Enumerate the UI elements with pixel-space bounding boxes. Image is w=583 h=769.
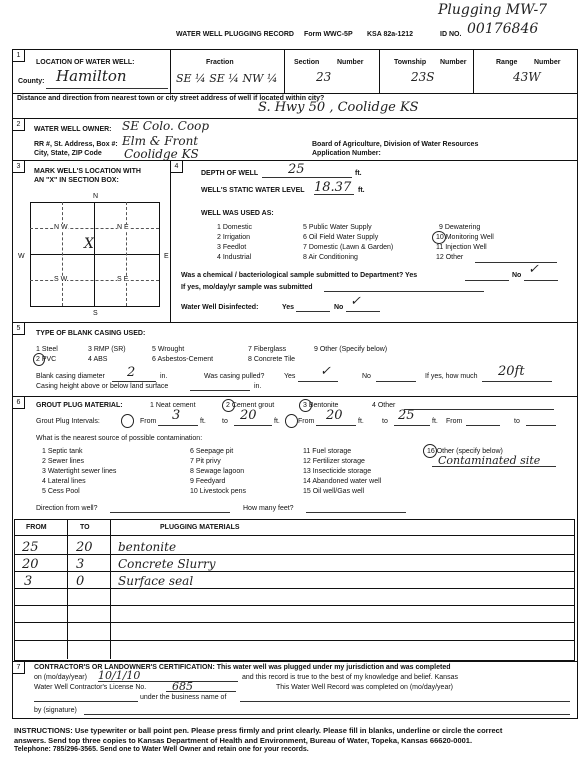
interval-1-to-ft: ft. [274,418,280,425]
section-1-number: 1 [13,50,25,62]
direction-label: Direction from well? [36,505,98,512]
grout-3-circle [299,399,312,412]
interval-2-to-label: to [382,418,388,425]
well-location-mark: X [84,236,94,252]
table-header-to: TO [80,524,90,531]
table-row-2-to[interactable]: 3 [76,557,85,572]
table-row-1-to[interactable]: 20 [76,540,93,555]
table-row-2-material[interactable]: Concrete Slurry [118,557,216,571]
casing-diameter-label: Blank casing diameter [36,373,105,380]
interval-1-circle [121,414,134,428]
casing-6[interactable]: 6 Asbestos-Cement [152,356,214,363]
certification-date-label: on (mo/day/year) [34,674,87,681]
use-10[interactable]: 10 Monitoring Well [436,234,494,241]
certification-date-value[interactable]: 10/1/10 [98,669,141,682]
section-6-number: 6 [13,397,25,409]
use-2[interactable]: 2 Irrigation [217,234,251,241]
use-12[interactable]: 12 Other [436,254,464,261]
quadrant-ne: N E [117,224,129,231]
township-label: Township [394,59,427,66]
contam-11[interactable]: 11 Fuel storage [303,448,352,455]
use-3[interactable]: 3 Feedlot [217,244,247,251]
handwritten-plugging-note: Plugging MW-7 [438,2,548,18]
section-5-number: 5 [13,323,25,335]
contam-8[interactable]: 8 Sewage lagoon [190,468,245,475]
interval-1-to-label: to [222,418,228,425]
use-4[interactable]: 4 Industrial [217,254,252,261]
contam-other-value[interactable]: Contaminated site [438,454,541,467]
casing-3[interactable]: 3 RMP (SR) [88,346,126,353]
static-level-ft: ft. [358,187,365,194]
certification-line-1: CONTRACTOR'S OR LANDOWNER'S CERTIFICATION: This water well was plugged under my jurisdiction and was completed [34,664,451,671]
chem-sample-label: Was a chemical / bacteriological sample submitted to Department? Yes [181,272,418,279]
how-much-value[interactable]: 20ft [498,364,525,379]
how-many-feet-label: How many feet? [243,505,294,512]
contam-4[interactable]: 4 Lateral lines [42,478,86,485]
contam-5[interactable]: 5 Cess Pool [42,488,80,495]
casing-2[interactable]: 2 PVC [36,356,57,363]
table-row-1-from[interactable]: 25 [22,540,39,555]
grout-3[interactable]: 3 Bentonite [303,402,339,409]
casing-9[interactable]: 9 Other (Specify below) [314,346,388,353]
casing-7[interactable]: 7 Fiberglass [248,346,287,353]
depth-ft: ft. [355,170,362,177]
instructions-line-2: answers. Send top three copies to Kansas Department of Health and Environment, Bureau of Water, Topeka, Kansas 66620-0001. [14,736,473,745]
use-7[interactable]: 7 Domestic (Lawn & Garden) [303,244,394,251]
table-row-3-material[interactable]: Surface seal [118,574,194,588]
interval-2-to-value[interactable]: 25 [398,408,415,423]
board-label: Board of Agriculture, Division of Water Resources [312,141,479,148]
casing-height-label: Casing height above or below land surface [36,383,169,390]
section-value[interactable]: 23 [316,70,332,84]
application-number-label: Application Number: [312,150,381,157]
grout-2[interactable]: 2 Cement grout [226,402,275,409]
static-level-label: WELL'S STATIC WATER LEVEL [201,187,305,194]
sample-date-label: If yes, mo/day/yr sample was submitted [181,284,313,291]
distance-value[interactable]: S. Hwy 50 , Coolidge KS [258,100,419,115]
signature-label: by (signature) [34,707,77,714]
contam-16[interactable]: 16 Other (specify below) [427,448,503,455]
contam-7[interactable]: 7 Pit privy [190,458,221,465]
interval-2-from-value[interactable]: 20 [326,408,343,423]
contam-16-circle [423,444,437,458]
use-1[interactable]: 1 Domestic [217,224,253,231]
section-2-number: 2 [13,119,25,131]
location-label: LOCATION OF WATER WELL: [36,59,135,66]
contam-12[interactable]: 12 Fertilizer storage [303,458,365,465]
depth-value[interactable]: 25 [288,162,305,177]
section-3-number: 3 [13,161,25,173]
chem-no-check: ✓ [528,262,539,277]
contamination-label: What is the nearest source of possible contamination: [36,435,203,442]
owner-label: WATER WELL OWNER: [34,126,112,133]
grout-1[interactable]: 1 Neat cement [150,402,196,409]
disinfected-label: Water Well Disinfected: [181,304,259,311]
casing-height-in: in. [254,383,262,390]
table-header-from: FROM [26,524,47,531]
contam-13[interactable]: 13 Insecticide storage [303,468,372,475]
casing-diameter-in: in. [160,373,168,380]
interval-2-circle [285,414,298,428]
table-row-1-material[interactable]: bentonite [118,540,177,554]
casing-pulled-no: No [362,373,371,380]
mark-location-label: MARK WELL'S LOCATION WITH [34,168,141,175]
interval-1-to-value[interactable]: 20 [240,408,257,423]
section-label: Section [294,59,320,66]
mark-location-label-2: AN "X" IN SECTION BOX: [34,177,119,184]
depth-label: DEPTH OF WELL [201,170,259,177]
casing-1[interactable]: 1 Steel [36,346,58,353]
how-much-label: If yes, how much [425,373,478,380]
used-as-label: WELL WAS USED AS: [201,210,274,217]
use-9[interactable]: 9 Dewatering [439,224,481,231]
interval-3-to-label: to [514,418,520,425]
use-6[interactable]: 6 Oil Field Water Supply [303,234,379,241]
section-4-number: 4 [171,161,183,173]
interval-3-from-label: From [446,418,463,425]
disinfected-no-check: ✓ [350,294,361,309]
city-label: City, State, ZIP Code [34,150,102,157]
casing-pulled-yes: Yes [284,373,296,380]
address-value[interactable]: Elm & Front [122,134,199,148]
address-label: RR #, St. Address, Box #: [34,141,118,148]
quadrant-se: S E [117,276,129,283]
table-row-3-from[interactable]: 3 [24,574,33,589]
township-number-label: Number [440,59,467,66]
contam-1[interactable]: 1 Septic tank [42,448,83,455]
id-value[interactable]: 00176846 [467,21,539,37]
casing-pulled-label: Was casing pulled? [204,373,265,380]
use-5[interactable]: 5 Public Water Supply [303,224,372,231]
static-level-value[interactable]: 18.37 [314,180,352,195]
grout-4[interactable]: 4 Other [372,402,396,409]
form-title: WATER WELL PLUGGING RECORD [176,31,294,38]
compass-e: E [164,253,169,260]
contam-14[interactable]: 14 Abandoned water well [303,478,382,485]
casing-diameter-value[interactable]: 2 [127,365,136,380]
record-completed-label: This Water Well Record was completed on (mo/day/year) [276,684,454,691]
form-number: Form WWC-5P [304,31,353,38]
table-row-2-from[interactable]: 20 [22,557,39,572]
interval-2-to-ft: ft. [432,418,438,425]
casing-pulled-check: ✓ [320,364,331,379]
casing-4[interactable]: 4 ABS [88,356,108,363]
fraction-value[interactable]: SE ¼ SE ¼ NW ¼ [176,72,278,85]
range-number-label: Number [534,59,561,66]
table-header-materials: PLUGGING MATERIALS [160,524,240,531]
quadrant-nw: N W [54,224,68,231]
use-10-circle [432,231,446,244]
license-label: Water Well Contractor's License No. [34,684,147,691]
township-value[interactable]: 23S [411,70,435,84]
range-label: Range [496,59,518,66]
range-value[interactable]: 43W [513,70,541,84]
grout-2-circle [222,399,235,412]
certification-line-2b: and this record is true to the best of my knowledge and belief. Kansas [242,674,458,681]
contam-15[interactable]: 15 Oil well/Gas well [303,488,365,495]
contam-3[interactable]: 3 Watertight sewer lines [42,468,117,475]
city-value[interactable]: Coolidge KS [124,147,199,161]
distance-label: Distance and direction from nearest town or city street address of well if located within city? [17,95,325,102]
compass-s: S [93,310,98,317]
county-value[interactable]: Hamilton [56,67,127,85]
business-name-label: under the business name of [140,694,227,701]
use-11[interactable]: 11 Injection Well [436,244,487,251]
casing-8[interactable]: 8 Concrete Tile [248,356,296,363]
contam-9[interactable]: 9 Feedyard [190,478,226,485]
interval-2-from-label: From [298,418,315,425]
disinfected-yes-label: Yes [282,304,295,311]
contam-10[interactable]: 10 Livestock pens [190,488,247,495]
disinfected-no-label: No [334,304,344,311]
contam-2[interactable]: 2 Sewer lines [42,458,85,465]
quadrant-sw: S W [54,276,68,283]
use-8[interactable]: 8 Air Conditioning [303,254,358,261]
county-label: County: [18,78,45,85]
table-row-3-to[interactable]: 0 [76,574,85,589]
license-value[interactable]: 685 [172,680,193,693]
grout-material-label: GROUT PLUG MATERIAL: [36,402,123,409]
compass-n: N [93,193,99,200]
instructions-line-1: INSTRUCTIONS: Use typewriter or ball point pen. Please press firmly and print clearly. Please fill in blanks, underline or circle the correct [14,726,503,735]
interval-1-from-ft: ft. [200,418,206,425]
interval-2-from-ft: ft. [358,418,364,425]
chem-sample-no-label: No [512,272,522,279]
id-label: ID NO. [440,31,462,38]
casing-type-label: TYPE OF BLANK CASING USED: [36,330,146,337]
section-7-number: 7 [13,662,25,674]
contam-6[interactable]: 6 Seepage pit [190,448,234,455]
owner-value[interactable]: SE Colo. Coop [122,119,209,133]
instructions-line-3: Telephone: 785/296-3565. Send one to Water Well Owner and retain one for your records. [14,746,309,753]
fraction-label: Fraction [206,59,234,66]
interval-1-from-label: From [140,418,157,425]
ksa-reference: KSA 82a-1212 [367,31,414,38]
grout-intervals-label: Grout Plug Intervals: [36,418,100,425]
casing-5[interactable]: 5 Wrought [152,346,185,353]
section-number-label: Number [337,59,364,66]
interval-1-from-value[interactable]: 3 [172,408,181,423]
compass-w: W [18,253,25,260]
